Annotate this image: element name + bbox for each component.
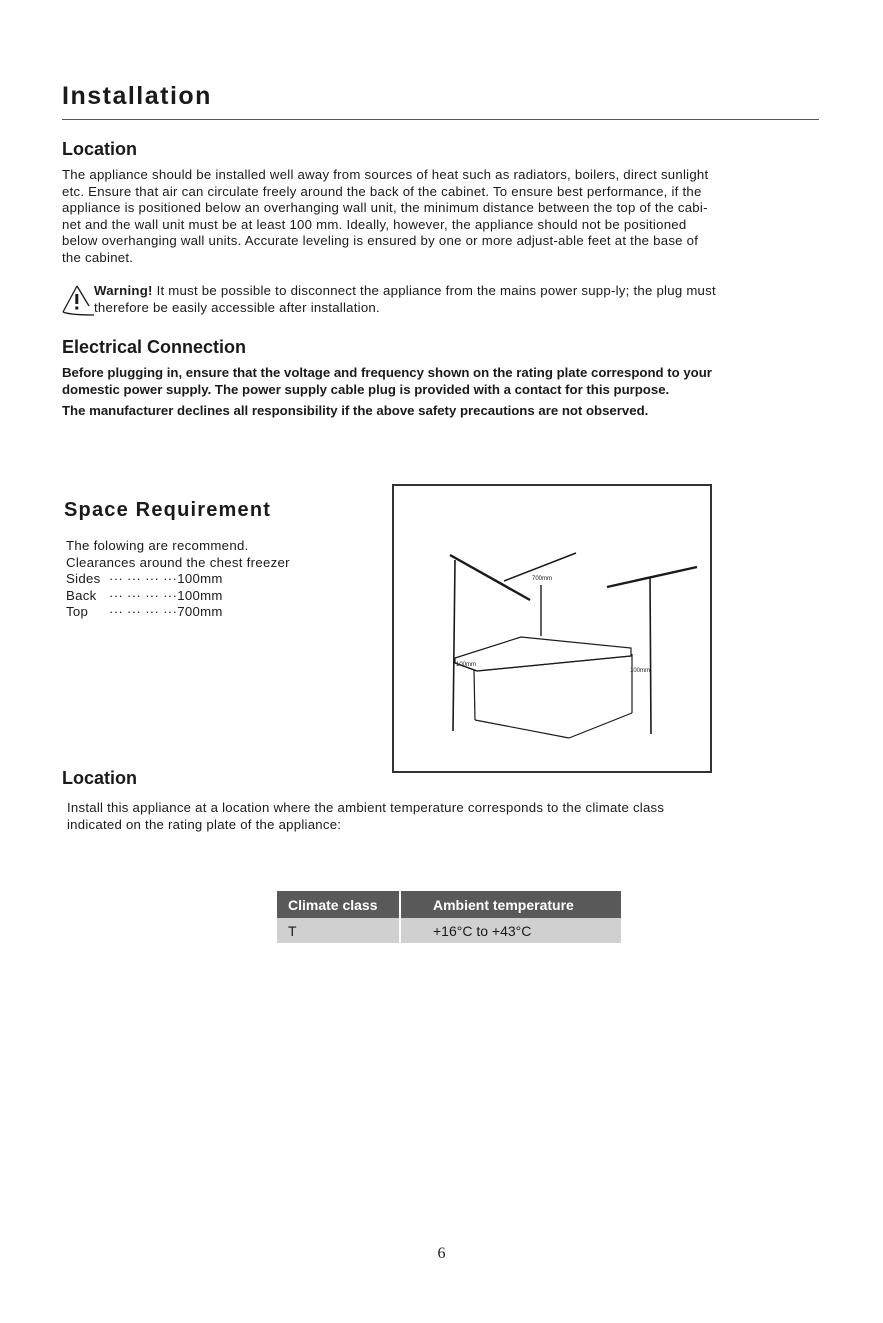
location-line: below overhanging wall units. Accurate leveling is ensured by one or more adjust-able feet at the base of (62, 233, 699, 249)
location-line: etc. Ensure that air can circulate freely around the back of the cabinet. To ensure best performance, if the (62, 183, 702, 199)
location-line: the cabinet. (62, 249, 134, 265)
clearance-top (66, 604, 223, 619)
location-heading-2: Location (62, 768, 137, 788)
space-intro-line: Clearances around the chest freezer (66, 554, 290, 570)
warning-triangle-icon (60, 284, 94, 316)
space-heading: Space Requirement (64, 499, 272, 521)
electrical-paragraph (62, 365, 822, 420)
electrical-heading: Electrical Connection (62, 337, 247, 357)
location-line: appliance is positioned below an overhanging wall unit, the minimum distance between the top of the cabi- (62, 200, 708, 216)
clearance-back (66, 588, 223, 603)
clearance-value: 100mm (177, 571, 223, 586)
warning-line-1: It must be possible to disconnect the appliance from the mains power supp-ly; the plug must (152, 283, 716, 298)
page-title: Installation (62, 82, 212, 110)
electrical-line: The manufacturer declines all responsibility if the above safety precautions are not observed. (62, 403, 649, 419)
clearance-dots: ··· ··· ··· ··· (109, 604, 178, 619)
clearance-diagram (392, 484, 712, 773)
clearance-dots: ··· ··· ··· ··· (109, 571, 178, 586)
clearance-label: Back (66, 588, 97, 603)
location-paragraph-2 (67, 800, 827, 833)
chest-freezer-illustration (394, 486, 710, 771)
climate-table (277, 891, 621, 943)
page-number: 6 (437, 1245, 446, 1262)
clearance-value: 700mm (177, 604, 223, 619)
warning-label: Warning! (94, 283, 153, 298)
table-row (277, 918, 621, 943)
space-intro (66, 538, 290, 571)
cell-climate-class: T (277, 918, 400, 943)
location-line: The appliance should be installed well away from sources of heat such as radiators, boilers, direct sunlight (62, 167, 709, 182)
clearance-label: Top (66, 604, 89, 619)
header-climate-class: Climate class (277, 891, 400, 918)
clearance-sides (66, 571, 223, 586)
electrical-line: domestic power supply. The power supply cable plug is provided with a contact for this purpose. (62, 381, 670, 397)
cell-ambient-temperature: +16°C to +43°C (400, 918, 621, 943)
warning-line-2: therefore be easily accessible after installation. (94, 299, 380, 315)
location2-line: Install this appliance at a location where the ambient temperature corresponds to the climate class (67, 800, 665, 815)
warning-text (94, 283, 822, 316)
clearance-label: Sides (66, 571, 101, 586)
location-line: net and the wall unit must be at least 100 mm. Ideally, however, the appliance should not be positioned (62, 216, 687, 232)
electrical-line: Before plugging in, ensure that the voltage and frequency shown on the rating plate correspond to your (62, 365, 712, 380)
location-heading: Location (62, 139, 137, 159)
right-clearance-label: 100mm (630, 668, 651, 674)
clearance-value: 100mm (177, 588, 223, 603)
left-clearance-label: 100mm (456, 662, 477, 668)
space-intro-line: The folowing are recommend. (66, 538, 249, 553)
top-clearance-label: 700mm (532, 576, 553, 582)
clearance-dots: ··· ··· ··· ··· (109, 588, 178, 603)
location-paragraph (62, 167, 822, 267)
title-divider (62, 119, 819, 120)
table-header-row (277, 891, 621, 918)
header-ambient-temperature: Ambient temperature (400, 891, 621, 918)
location2-line: indicated on the rating plate of the appliance: (67, 816, 342, 832)
